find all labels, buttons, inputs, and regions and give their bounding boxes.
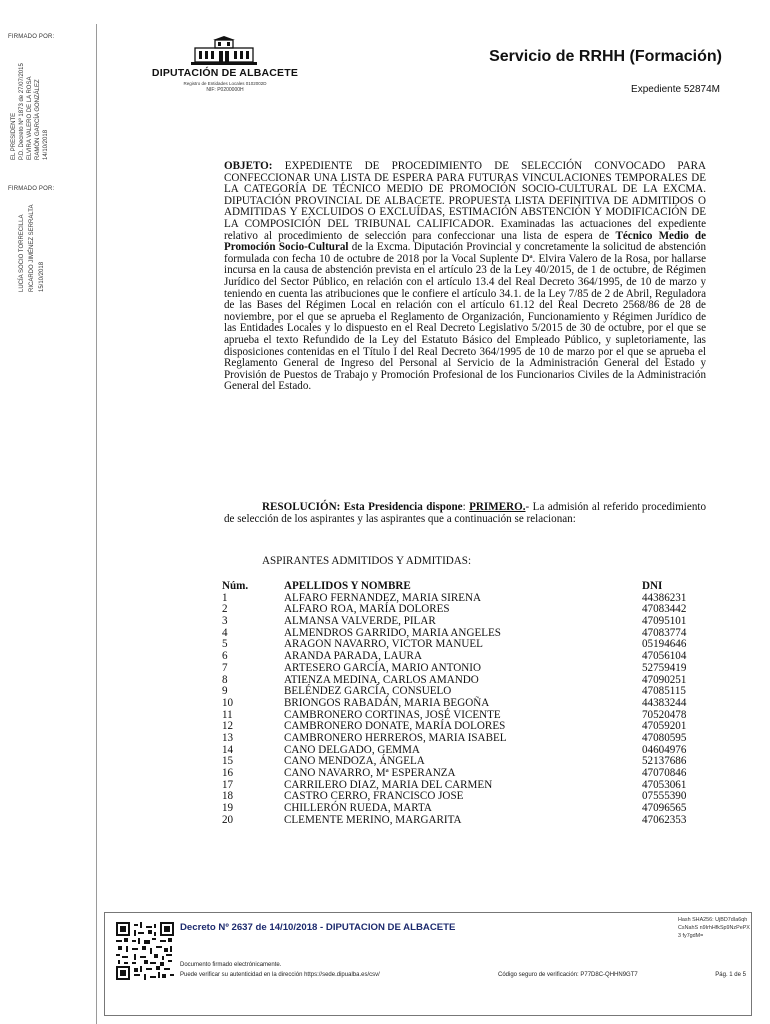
- row-dni: 47053061: [642, 778, 687, 791]
- table-row: [222, 733, 722, 745]
- signature-line: 15/10/2018: [39, 261, 45, 292]
- row-num: 17: [222, 778, 234, 791]
- resolucion-text: - La admisión al referido procedimiento de selección de los aspirantes y las aspirantes que a continuación se relacionan:: [224, 501, 706, 525]
- row-name: CLEMENTE MERINO, MARGARITA: [284, 813, 462, 826]
- table-row: [222, 768, 722, 780]
- table-body: [222, 593, 722, 827]
- row-name: ARANDA PARADA, LAURA: [284, 650, 422, 663]
- row-name: CAMBRONERO DONATE, MARÍA DOLORES: [284, 720, 506, 733]
- signature-line: ELVIRA VALERO DE LA ROSA: [27, 76, 33, 160]
- row-dni: 47083774: [642, 626, 687, 639]
- row-name: ALFARO ROA, MARÍA DOLORES: [284, 603, 450, 616]
- table-row: [222, 616, 722, 628]
- row-dni: 70520478: [642, 708, 687, 721]
- row-name: ALFARO FERNANDEZ, MARIA SIRENA: [284, 591, 482, 604]
- row-dni: 47056104: [642, 650, 687, 663]
- row-dni: 47085115: [642, 685, 686, 698]
- row-name: CANO MENDOZA, ÁNGELA: [284, 755, 425, 768]
- row-num: 15: [222, 755, 234, 768]
- row-dni: 47062353: [642, 813, 687, 826]
- row-dni: 47095101: [642, 615, 687, 628]
- row-num: 8: [222, 673, 228, 686]
- row-name: CASTRO CERRO, FRANCISCO JOSE: [284, 790, 464, 803]
- row-num: 18: [222, 790, 234, 803]
- row-dni: 47059201: [642, 720, 687, 733]
- qr-code-icon[interactable]: [116, 922, 174, 980]
- row-name: CHILLERÓN RUEDA, MARTA: [284, 802, 432, 815]
- row-num: 10: [222, 696, 234, 709]
- building-icon: [187, 36, 261, 66]
- row-dni: 47070846: [642, 767, 687, 779]
- header-name: APELLIDOS Y NOMBRE: [284, 580, 411, 592]
- row-dni: 05194646: [642, 638, 687, 651]
- diputacion-logo: [150, 36, 300, 96]
- row-num: 19: [222, 802, 234, 815]
- row-num: 14: [222, 743, 234, 756]
- header-num: Núm.: [222, 580, 249, 592]
- row-num: 16: [222, 767, 234, 779]
- row-num: 12: [222, 720, 234, 733]
- header-dni: DNI: [642, 580, 663, 592]
- signature-line: RICARDO JIMÉNEZ SERRALTA: [29, 204, 35, 292]
- row-dni: 47096565: [642, 802, 687, 815]
- logo-name: DIPUTACIÓN DE ALBACETE: [151, 67, 299, 79]
- row-dni: 47083442: [642, 603, 687, 616]
- signature-line: P.D. Decreto Nº 1873 de 27/07/2015: [19, 63, 25, 160]
- signature-block-2: [8, 186, 88, 292]
- aspirantes-title: ASPIRANTES ADMITIDOS Y ADMITIDAS:: [262, 555, 472, 567]
- resolucion-primero: PRIMERO.: [469, 501, 526, 513]
- logo-registry: Registro de Entidades Locales 0102002D: [183, 81, 267, 86]
- page-number: Pág. 1 de 5: [715, 972, 746, 978]
- row-num: 13: [222, 731, 234, 744]
- hash-value: Hash SHA256: UjBD7dIa6qhCsNahS n9IrhHfkSp9NzPePX3 fy7gdM=: [678, 917, 750, 939]
- objeto-paragraph: [224, 161, 706, 393]
- table-header-row: [222, 581, 722, 593]
- signature-line: 14/10/2018: [43, 129, 49, 160]
- row-dni: 44386231: [642, 591, 687, 604]
- objeto-body-after: de la Excma. Diputación Provincial y concretamente la solicitud de abstención formulada con fecha 10 de octubre de 2018 por la Vocal Suplente Dª. Elvira Valero de la Rosa, por hallarse incursa en la causa de abstención prevista en el artículo 23 de la Ley 40/2015, de 1 de octubre, de Régimen Jurídico del Sector Público, en relación con el artículo 13.4 del Real Decreto 364/1995, de 10 de marzo y teniendo en cuenta las atribuciones que le confiere el artículo 34.1. de la Ley 7/85 de 2 de Abril, Reguladora de las Bases del Régimen Local en relación con el artículo 61.12 del Real Decreto 2568/86 de 28 de noviembre, por el que se aprueba el Reglamento de Organización, Funcionamiento y Régimen Jurídico de las Entidades Locales y lo dispuesto en el Real Decreto Legislativo 5/2015 de 30 de octubre, por el que se aprueba el texto Refundido de la Ley del Estatuto Básico del Empleado Público, y supletoriamente, las disposiciones contenidas en el Título I del Real Decreto 364/1995 de 10 de marzo por el que se aprueba el Reglamento General de Ingreso del Personal al Servicio de la Administración General del Estado y Provisión de Puestos de Trabajo y Promoción Profesional de los Funcionarios Civiles de la Administración General del Estado.: [224, 241, 706, 393]
- service-title: Servicio de RRHH (Formación): [489, 48, 722, 65]
- left-margin-rule: [96, 24, 97, 1024]
- expediente-number: Expediente 52874M: [631, 84, 720, 95]
- table-row: [222, 698, 722, 710]
- resolucion-colon: :: [462, 501, 466, 513]
- row-num: 11: [222, 708, 233, 721]
- table-row: [222, 663, 722, 675]
- row-name: ALMANSA VALVERDE, PILAR: [284, 615, 436, 628]
- signature-title: FIRMADO POR:: [8, 34, 55, 40]
- doc-signed-note: Documento firmado electrónicamente.: [180, 962, 282, 968]
- objeto-label: OBJETO:: [224, 160, 273, 172]
- signature-line: RAMÓN GARCÍA GONZÁLEZ: [35, 79, 41, 160]
- row-num: 9: [222, 685, 228, 698]
- logo-nif: NIF: P0200000H: [206, 87, 244, 93]
- row-dni: 44383244: [642, 696, 687, 709]
- row-name: CAMBRONERO CORTINAS, JOSÉ VICENTE: [284, 708, 501, 721]
- signature-title: FIRMADO POR:: [8, 186, 55, 192]
- resolucion-paragraph: [224, 502, 706, 525]
- row-dni: 47090251: [642, 673, 687, 686]
- row-name: CARRILERO DIAZ, MARIA DEL CARMEN: [284, 778, 493, 791]
- row-num: 5: [222, 638, 228, 651]
- resolucion-label: RESOLUCIÓN: Esta Presidencia dispone: [262, 501, 463, 513]
- row-dni: 52137686: [642, 755, 687, 768]
- verify-link[interactable]: Puede verificar su autenticidad en la dirección https://sede.dipualba.es/csv/: [180, 972, 380, 978]
- table-row: [222, 803, 722, 815]
- objeto-body-before: Examinadas las actuaciones del expediente relativo al procedimiento de selección para confeccionar una lista de espera de: [224, 217, 706, 242]
- aspirantes-table: [222, 581, 722, 826]
- row-num: 3: [222, 615, 228, 628]
- objeto-caps-text: EXPEDIENTE DE PROCEDIMIENTO DE SELECCIÓN CONVOCADO PARA CONFECCIONAR UNA LISTA DE ESPERA PARA FUTURAS VINCULACIONES TEMPORALES DE LA CATEGORÍA DE TÉCNICO MEDIO DE PROMOCIÓN SOCIO-CULTURAL DE LA EXCMA. DIPUTACIÓN PROVINCIAL DE ALBACETE. PROPUESTA LISTA DEFINITIVA DE ADMITIDOS O ADMITIDAS Y EXCLUIDOS O EXCLUÍDAS, ESTIMACIÓN ABSTENCIÓN Y MODIFICACIÓN DE LA COMPOSICIÓN DEL TRIBUNAL CALIFICADOR.: [224, 160, 706, 230]
- row-name: ALMENDROS GARRIDO, MARIA ANGELES: [284, 626, 501, 639]
- row-dni: 04604976: [642, 743, 687, 756]
- row-name: BRIONGOS RABADÁN, MARIA BEGOÑA: [284, 696, 490, 709]
- row-num: 7: [222, 661, 228, 674]
- footer-box: [104, 912, 752, 1016]
- row-dni: 47080595: [642, 731, 687, 744]
- signature-block-1: [8, 34, 88, 160]
- signature-line: EL PRESIDENTE: [11, 112, 17, 160]
- row-name: BELÉNDEZ GARCÍA, CONSUELO: [284, 685, 452, 698]
- row-dni: 07555390: [642, 790, 687, 803]
- row-name: CAMBRONERO HERREROS, MARIA ISABEL: [284, 731, 507, 744]
- row-name: CANO DELGADO, GEMMA: [284, 743, 420, 756]
- row-name: ATIENZA MEDINA, CARLOS AMANDO: [284, 673, 479, 686]
- row-dni: 52759419: [642, 661, 687, 674]
- row-name: CANO NAVARRO, Mª ESPERANZA: [284, 767, 456, 779]
- objeto-body-bold: Técnico Medio de Promoción Socio-Cultural: [224, 229, 706, 254]
- row-num: 2: [222, 603, 228, 616]
- row-name: ARAGON NAVARRO, VICTOR MANUEL: [284, 638, 483, 651]
- row-name: ARTESERO GARCÍA, MARIO ANTONIO: [284, 661, 481, 674]
- verification-code: Código seguro de verificación: P77D8C-QHHN9GT7: [498, 972, 638, 978]
- row-num: 6: [222, 650, 228, 663]
- row-num: 1: [222, 591, 228, 604]
- decreto-title: Decreto Nº 2637 de 14/10/2018 - DIPUTACION DE ALBACETE: [180, 922, 456, 933]
- table-row: [222, 815, 722, 827]
- row-num: 4: [222, 626, 228, 639]
- row-num: 20: [222, 813, 234, 826]
- signature-line: LUCÍA SOCIO TORRECILLA: [19, 214, 25, 292]
